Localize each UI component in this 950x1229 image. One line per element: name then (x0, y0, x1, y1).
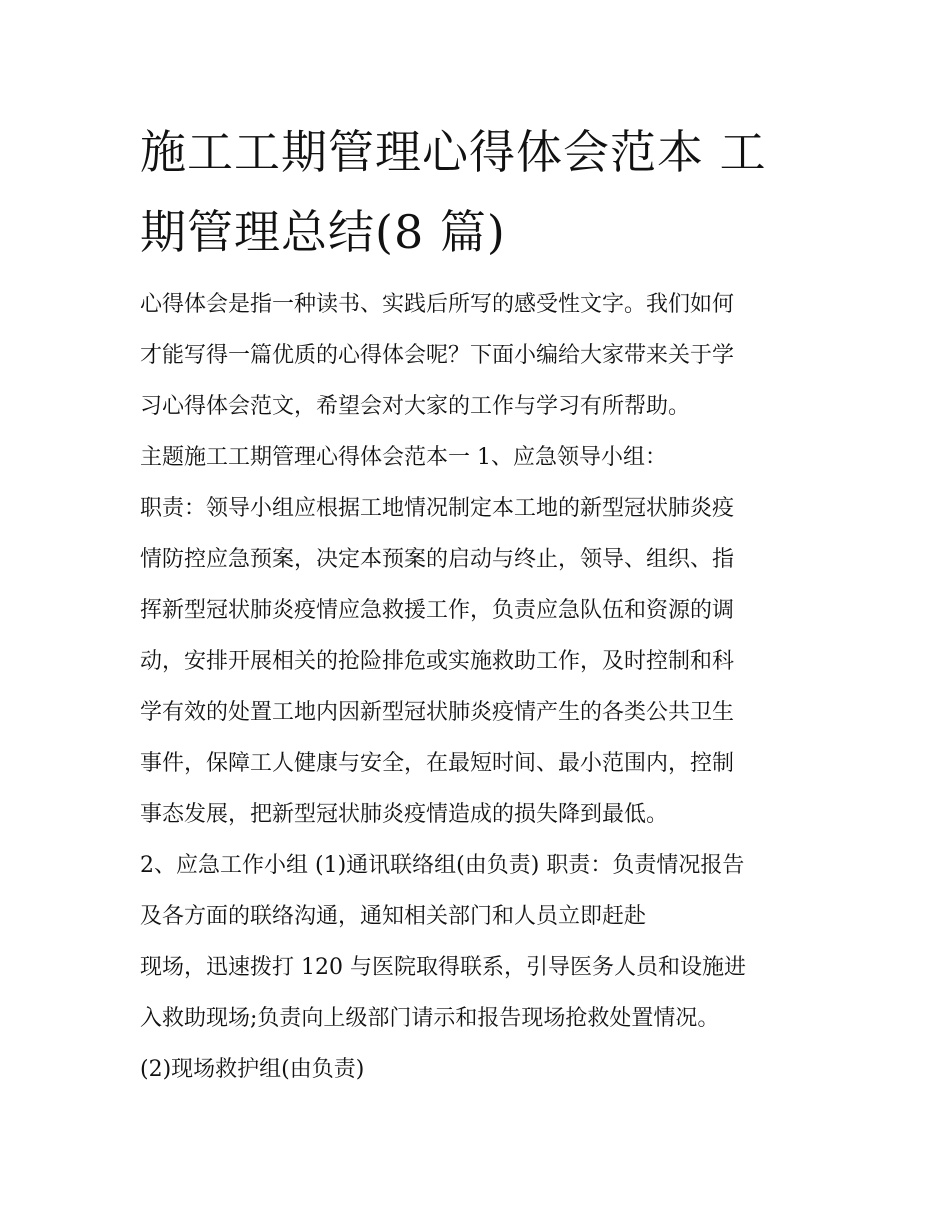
body-line: 职责：领导小组应根据工地情况制定本工地的新型冠状肺炎疫 (140, 496, 735, 521)
body-line: 2、应急工作小组 (1)通讯联络组(由负责) 职责：负责情况报告 (140, 853, 745, 878)
body-line: 动，安排开展相关的抢险排危或实施救助工作，及时控制和科 (140, 649, 735, 674)
body-line: 现场，迅速拨打 120 与医院取得联系，引导医务人员和设施进 (140, 955, 746, 980)
document-body (140, 279, 820, 1095)
title-line-2: 期管理总结(8 篇) (140, 205, 506, 259)
body-line: 挥新型冠状肺炎疫情应急救援工作，负责应急队伍和资源的调 (140, 598, 735, 623)
body-line: 学有效的处置工地内因新型冠状肺炎疫情产生的各类公共卫生 (140, 700, 735, 725)
body-line: 才能写得一篇优质的心得体会呢？下面小编给大家带来关于学 (140, 343, 735, 368)
document-title (140, 112, 820, 272)
body-line: 事件，保障工人健康与安全，在最短时间、最小范围内，控制 (140, 751, 735, 776)
body-line: 心得体会是指一种读书、实践后所写的感受性文字。我们如何 (140, 292, 735, 317)
body-line: (2)现场救护组(由负责) (140, 1057, 365, 1082)
body-line: 事态发展，把新型冠状肺炎疫情造成的损失降到最低。 (140, 802, 669, 827)
body-line: 入救助现场;负责向上级部门请示和报告现场抢救处置情况。 (140, 1006, 720, 1031)
body-line: 及各方面的联络沟通，通知相关部门和人员立即赶赴 (140, 904, 647, 929)
body-line: 情防控应急预案，决定本预案的启动与终止，领导、组织、指 (140, 547, 735, 572)
title-line-1: 施工工期管理心得体会范本 工 (140, 125, 767, 179)
body-line: 习心得体会范文，希望会对大家的工作与学习有所帮助。 (140, 394, 691, 419)
section-heading: 主题施工工期管理心得体会范本一 1、应急领导小组： (140, 445, 667, 470)
